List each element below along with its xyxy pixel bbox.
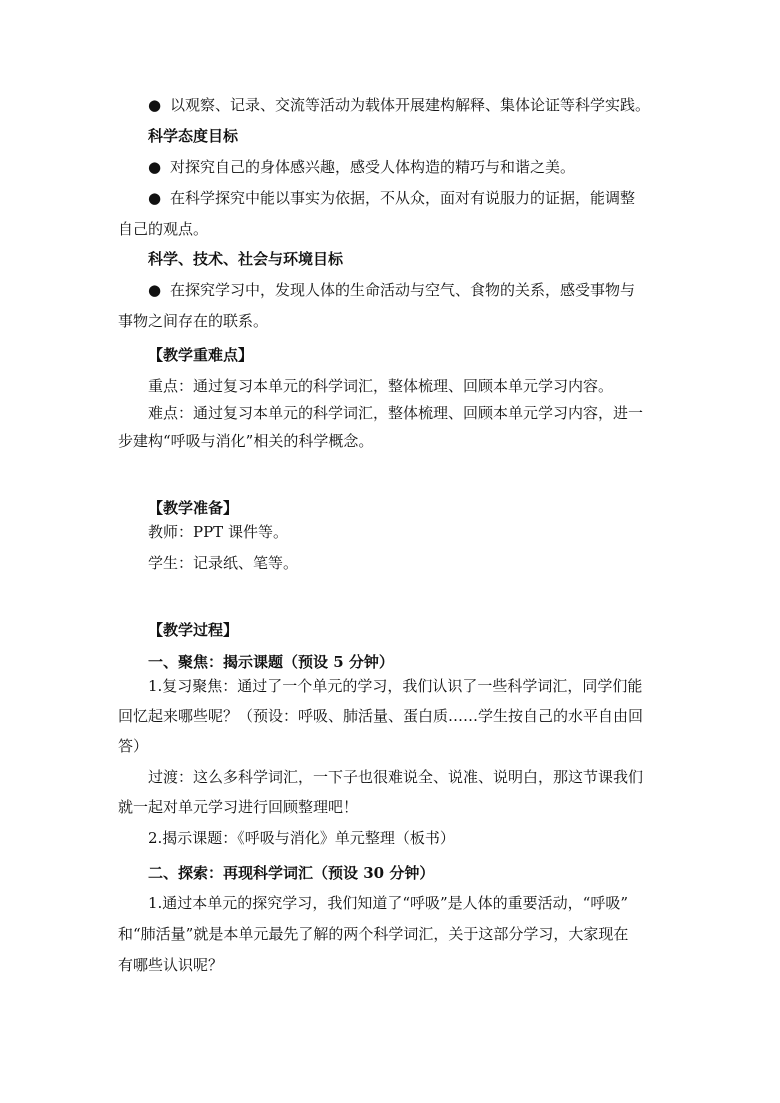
bullet-icon: ●: [148, 96, 162, 114]
section-2-paragraph-1: 1.通过本单元的探究学习，我们知道了“呼吸”是人体的重要活动，“呼吸”: [148, 894, 628, 912]
bullet-icon: ●: [148, 281, 162, 299]
section-2-title: 二、探索：再现科学词汇（预设 30 分钟）: [148, 864, 435, 882]
prep-heading: 【教学准备】: [148, 499, 239, 517]
section-1-paragraph-1: 1.复习聚焦：通过了一个单元的学习，我们认识了一些科学词汇，同学们能: [148, 677, 643, 695]
bullet-item-attitude-1: [148, 157, 663, 177]
hard-point-text: 难点：通过复习本单元的科学词汇，整体梳理、回顾本单元学习内容，进一: [148, 404, 644, 422]
bullet-text: 以观察、记录、交流等活动为载体开展建构解释、集体论证等科学实践。: [170, 96, 651, 114]
paragraph-continuation: 答）: [118, 737, 149, 755]
bullet-item-attitude-2: [148, 188, 663, 208]
attitude-heading: 科学态度目标: [148, 127, 239, 145]
bullet-text: 对探究自己的身体感兴趣，感受人体构造的精巧与和谐之美。: [170, 158, 576, 176]
paragraph-continuation: 步建构“呼吸与消化”相关的科学概念。: [118, 432, 374, 450]
paragraph-continuation: 回忆起来哪些呢？（预设：呼吸、肺活量、蛋白质……学生按自己的水平自由回: [118, 707, 644, 725]
bullet-icon: ●: [148, 189, 162, 207]
section-1-paragraph-2: 过渡：这么多科学词汇，一下子也很难说全、说准、说明白，那这节课我们: [148, 768, 644, 786]
paragraph-continuation: 事物之间存在的联系。: [118, 312, 269, 330]
bullet-text: 在科学探究中能以事实为依据，不从众，面对有说服力的证据，能调整: [170, 189, 636, 207]
paragraph-continuation: 和“肺活量”就是本单元最先了解的两个科学词汇，关于这部分学习，大家现在: [118, 925, 629, 943]
process-heading: 【教学过程】: [148, 621, 239, 639]
prep-student-text: 学生：记录纸、笔等。: [148, 554, 299, 572]
paragraph-continuation: 自己的观点。: [118, 220, 209, 238]
section-1-paragraph-3: 2.揭示课题：《呼吸与消化》单元整理（板书）: [148, 829, 455, 847]
section-1-title: 一、聚焦：揭示课题（预设 5 分钟）: [148, 653, 394, 671]
bullet-icon: ●: [148, 158, 162, 176]
bullet-item-stse-1: [148, 280, 663, 300]
paragraph-continuation: 有哪些认识呢？: [118, 956, 224, 974]
bullet-text: 在探究学习中，发现人体的生命活动与空气、食物的关系，感受事物与: [170, 281, 636, 299]
prep-teacher-text: 教师：PPT 课件等。: [148, 523, 288, 541]
bullet-item-practice: [148, 95, 663, 115]
paragraph-continuation: 就一起对单元学习进行回顾整理吧！: [118, 798, 359, 816]
difficulty-heading: 【教学重难点】: [148, 346, 254, 364]
stse-heading: 科学、技术、社会与环境目标: [148, 250, 344, 268]
key-point-text: 重点：通过复习本单元的科学词汇，整体梳理、回顾本单元学习内容。: [148, 377, 614, 395]
